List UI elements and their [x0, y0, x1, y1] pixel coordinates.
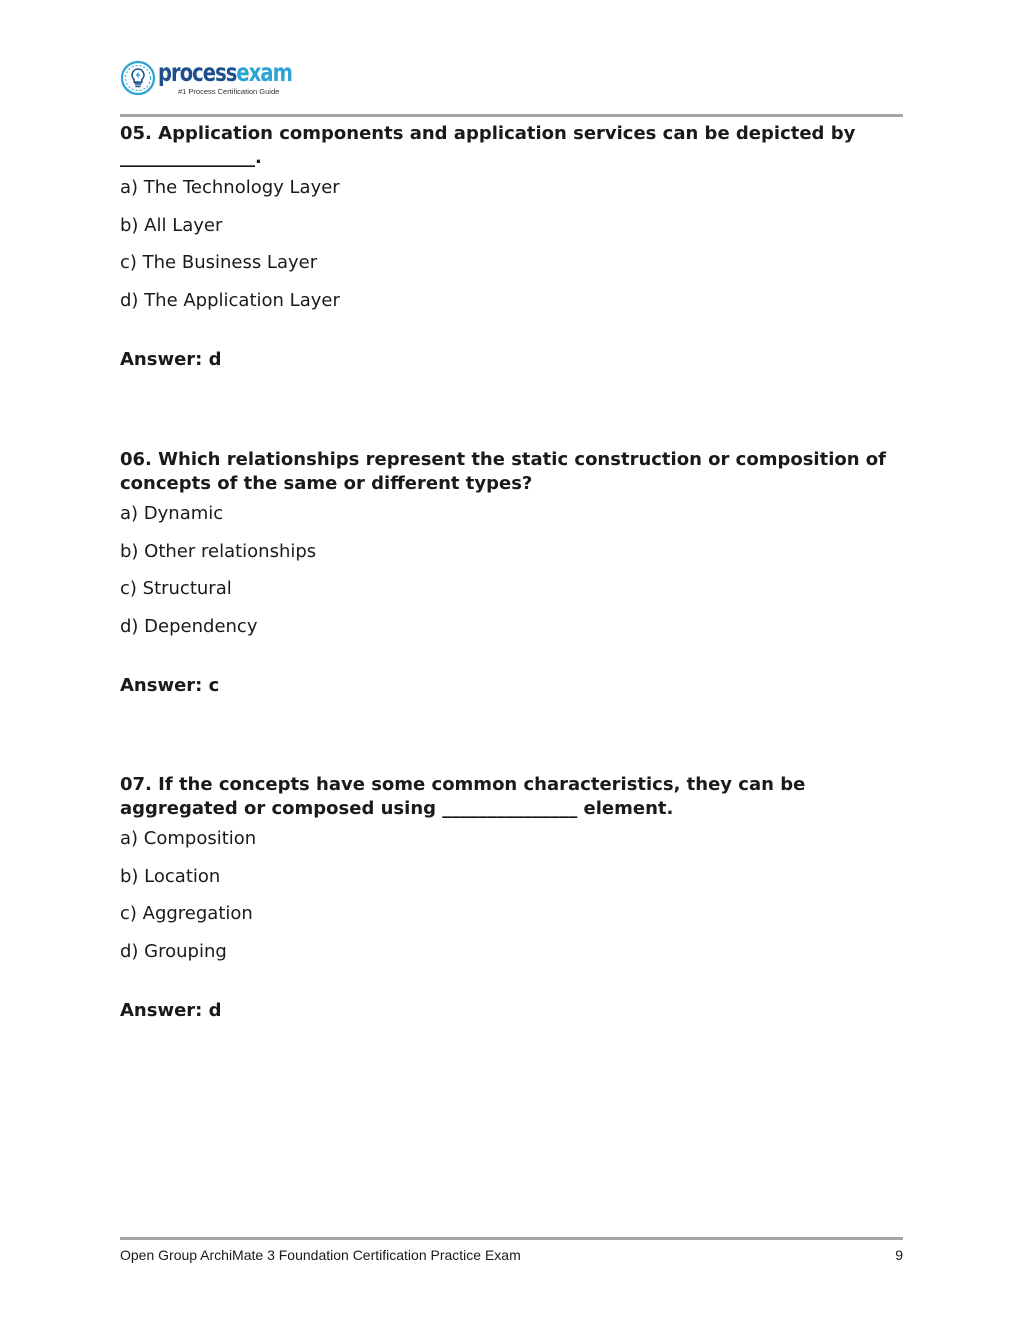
option-item: b) Location — [120, 865, 221, 887]
question-text: 05. Application components and application services can be depicted by _______________. — [120, 123, 856, 168]
logo-tagline: #1 Process Certification Guide — [178, 87, 280, 96]
question-list — [120, 122, 903, 1022]
logo-wordmark — [158, 58, 292, 88]
option-item: c) The Business Layer — [120, 252, 318, 273]
question-block — [120, 122, 903, 448]
option-list — [120, 503, 903, 638]
option-item: d) Dependency — [120, 615, 258, 637]
brand-logo — [120, 58, 310, 100]
logo-text-process: process — [158, 58, 237, 87]
answer-text: Answer: c — [120, 674, 220, 696]
option-item: a) Composition — [120, 828, 257, 849]
option-list — [120, 828, 903, 963]
footer-title: Open Group ArchiMate 3 Foundation Certification Practice Exam — [120, 1247, 521, 1263]
lightbulb-gear-icon — [120, 60, 156, 96]
header-divider — [120, 114, 903, 117]
answer-text: Answer: d — [120, 999, 222, 1021]
answer-text: Answer: d — [120, 348, 222, 370]
logo-text-exam: exam — [236, 58, 292, 87]
question-block — [120, 773, 903, 1022]
option-item: b) Other relationships — [120, 540, 317, 562]
option-item: d) The Application Layer — [120, 289, 340, 311]
option-item: c) Aggregation — [120, 903, 253, 924]
question-block — [120, 448, 903, 773]
option-list — [120, 177, 903, 312]
option-item: a) The Technology Layer — [120, 177, 340, 198]
option-item: b) All Layer — [120, 214, 223, 236]
footer-divider — [120, 1237, 903, 1240]
question-text: 07. If the concepts have some common characteristics, they can be aggregated or composed using _______________ element. — [120, 774, 806, 819]
option-item: a) Dynamic — [120, 503, 224, 524]
page-number: 9 — [895, 1247, 903, 1263]
question-text: 06. Which relationships represent the static construction or composition of concepts of the same or different types? — [120, 449, 887, 494]
option-item: c) Structural — [120, 578, 232, 599]
option-item: d) Grouping — [120, 940, 227, 962]
